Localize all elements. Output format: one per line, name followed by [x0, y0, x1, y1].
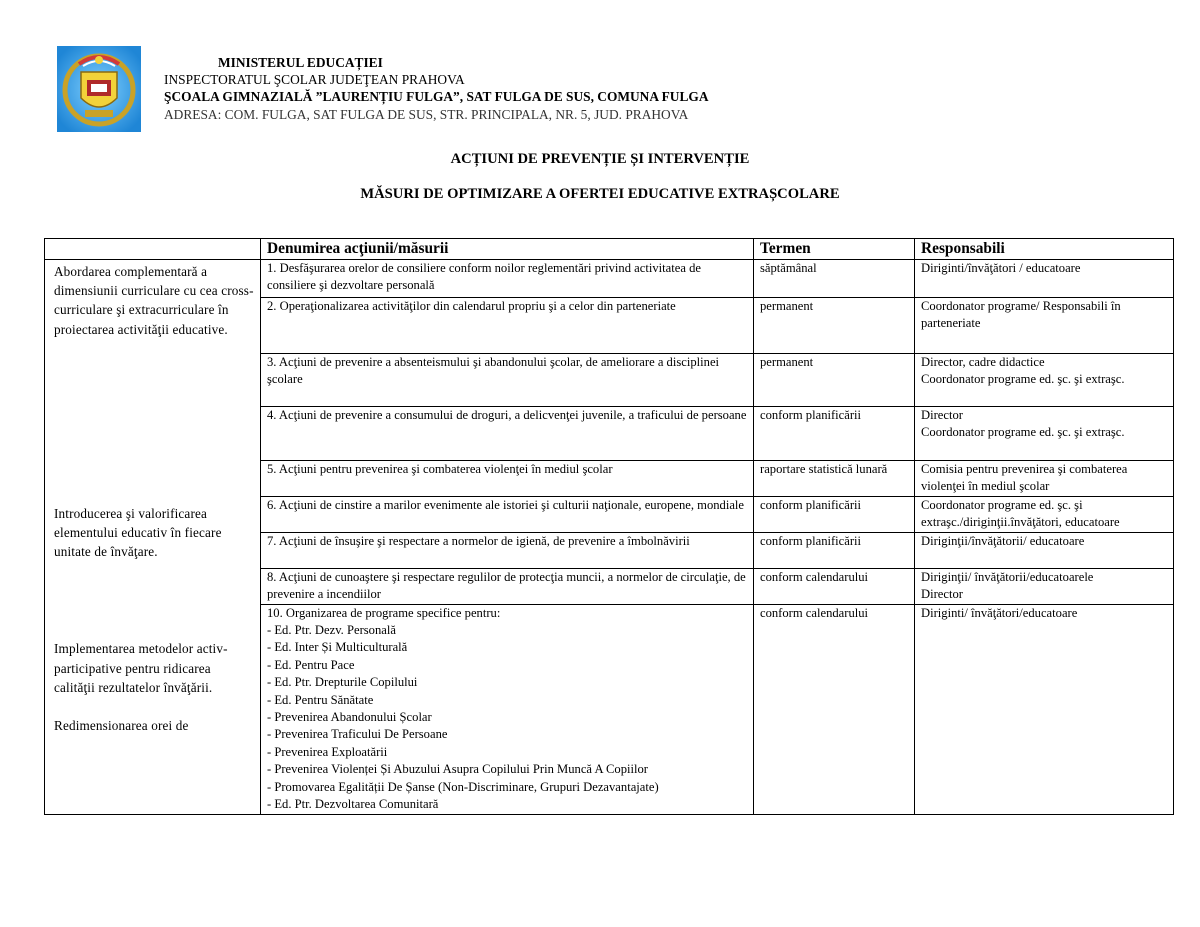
term-cell: săptămânal	[754, 260, 915, 298]
measures-table	[44, 238, 1174, 815]
term-cell: conform calendarului	[754, 568, 915, 604]
action-cell: 4. Acţiuni de prevenire a consumului de droguri, a delicvenţei juvenile, a traficului de persoane	[261, 407, 754, 461]
action-cell: 8. Acţiuni de cunoaştere şi respectare regulilor de protecţia muncii, a normelor de circulaţie, de prevenire a incendiilor	[261, 568, 754, 604]
action-cell: 5. Acţiuni pentru prevenirea şi combaterea violenţei în mediul şcolar	[261, 461, 754, 497]
ministry-name: MINISTERUL EDUCAȚIEI	[218, 55, 383, 70]
term-cell: raportare statistică lunară	[754, 461, 915, 497]
objective-1: Abordarea complementară a dimensiunii curriculare cu cea cross-curriculare şi extracurriculare în proiectarea activităţii educative.	[54, 264, 254, 337]
action-cell: 3. Acţiuni de prevenire a absenteismului şi abandonului şcolar, de ameliorare a disciplinei şcolare	[261, 354, 754, 407]
action-cell: 2. Operaţionalizarea activităţilor din calendarul propriu şi a celor din parteneriate	[261, 298, 754, 354]
institution-header	[164, 54, 709, 123]
responsible-cell: Diriginti/ învăţători/educatoare	[915, 604, 1174, 814]
term-cell: conform planificării	[754, 496, 915, 532]
school-crest-logo	[57, 46, 141, 132]
objective-2: Introducerea şi valorificarea elementului educativ în fiecare unitate de învăţare.	[54, 505, 222, 560]
responsible-cell: Director, cadre didactice Coordonator programe ed. şc. şi extraşc.	[915, 354, 1174, 407]
responsible-cell: Diriginţii/ învăţătorii/educatoarele Director	[915, 568, 1174, 604]
school-address: ADRESA: COM. FULGA, SAT FULGA DE SUS, STR. PRINCIPALA, NR. 5, JUD. PRAHOVA	[164, 106, 689, 122]
responsible-cell: Diriginti/învăţători / educatoare	[915, 260, 1174, 298]
responsible-cell: Coordonator programe ed. şc. şi extraşc./diriginţii.învăţători, educatoare	[915, 496, 1174, 532]
responsible-cell: Diriginţii/învăţătorii/ educatoare	[915, 532, 1174, 568]
inspectorate-name: INSPECTORATUL ŞCOLAR JUDEŢEAN PRAHOVA	[164, 72, 465, 88]
header-action: Denumirea acţiunii/măsurii	[261, 239, 754, 260]
term-cell: permanent	[754, 298, 915, 354]
action-cell: 10. Organizarea de programe specifice pentru: - Ed. Ptr. Dezv. Personală - Ed. Inter Și Multiculturală - Ed. Pentru Pace - Ed. Ptr. Drepturile Copilului - Ed. Pentru Sănătate - Prevenirea Abandonului Școlar - Prevenirea Traficului De Persoane - Prevenirea Exploatării - Prevenirea Violenței Și Abuzului Asupra Copilului Prin Muncă A Copiilor - Promovarea Egalității De Șanse (Non-Discriminare, Grupuri Dezavantajate) - Ed. Ptr. Dezvoltarea Comunitară	[261, 604, 754, 814]
header-responsible: Responsabili	[915, 239, 1174, 260]
term-cell: conform calendarului	[754, 604, 915, 814]
table-header-row	[45, 239, 1174, 260]
responsible-cell: Coordonator programe/ Responsabili în parteneriate	[915, 298, 1174, 354]
document-subtitle: MĂSURI DE OPTIMIZARE A OFERTEI EDUCATIVE EXTRAȘCOLARE	[360, 186, 840, 202]
term-cell: conform planificării	[754, 532, 915, 568]
action-cell: 6. Acţiuni de cinstire a marilor evenimente ale istoriei şi culturii naţionale, europene, mondiale	[261, 496, 754, 532]
document-title: ACȚIUNI DE PREVENȚIE ȘI INTERVENȚIE	[450, 151, 750, 167]
term-cell: permanent	[754, 354, 915, 407]
objective-4: Redimensionarea orei de	[54, 718, 189, 734]
responsible-cell: Comisia pentru prevenirea şi combaterea violenţei în mediul şcolar	[915, 461, 1174, 497]
action-cell: 7. Acţiuni de însuşire şi respectare a normelor de igienă, de prevenire a îmbolnăvirii	[261, 532, 754, 568]
responsible-cell: Director Coordonator programe ed. şc. şi extraşc.	[915, 407, 1174, 461]
action-cell: 1. Desfăşurarea orelor de consiliere conform noilor reglementări privind activitatea de consiliere şi dezvoltare personală	[261, 260, 754, 298]
header-term: Termen	[754, 239, 915, 260]
school-name: ŞCOALA GIMNAZIALĂ ”LAURENȚIU FULGA”, SAT FULGA DE SUS, COMUNA FULGA	[164, 89, 709, 105]
header-empty	[45, 239, 261, 260]
objective-3: Implementarea metodelor activ-participative pentru ridicarea calităţii rezultatelor învăţării.	[54, 641, 228, 695]
term-cell: conform planificării	[754, 407, 915, 461]
table-row	[45, 260, 1174, 298]
objectives-cell	[45, 260, 261, 815]
